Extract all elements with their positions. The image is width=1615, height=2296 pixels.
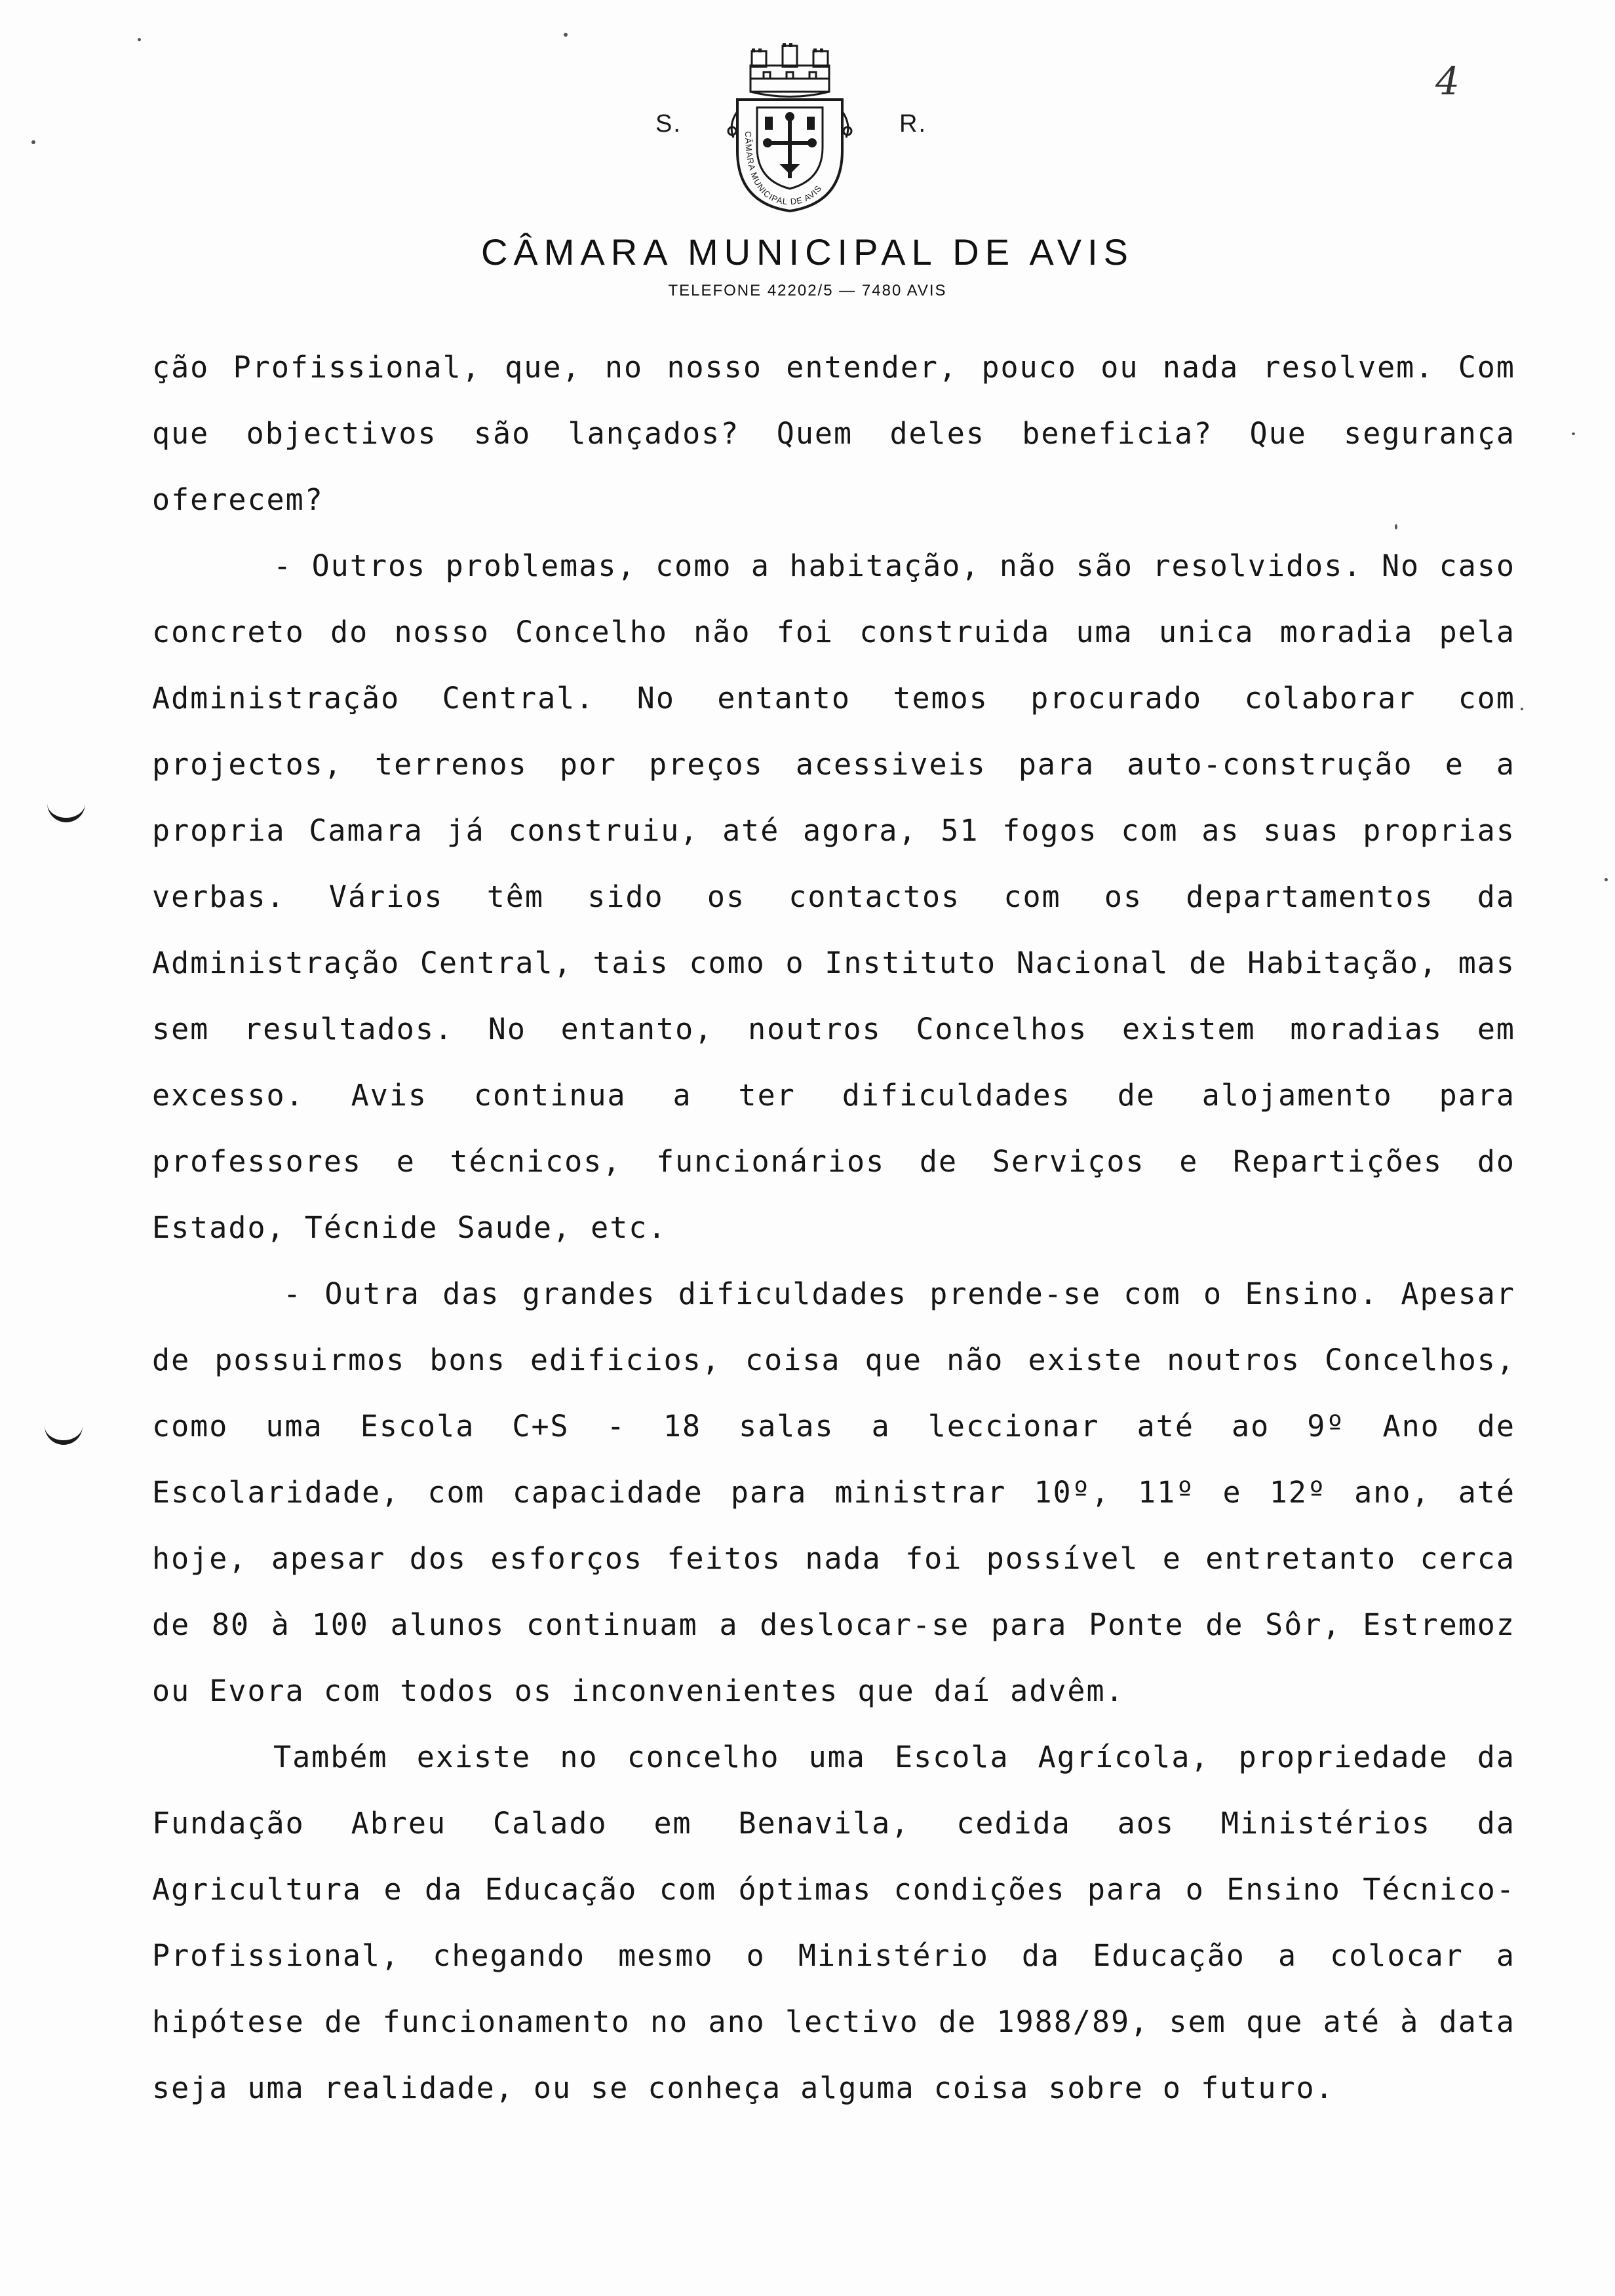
binder-hole-mark-upper (47, 798, 85, 822)
header-letter-left: S. (655, 110, 682, 138)
organization-name: CÂMARA MUNICIPAL DE AVIS (480, 231, 1135, 273)
scan-speck (1521, 708, 1523, 710)
crest-legend: CÂMARA MUNICIPAL DE AVIS (743, 131, 824, 207)
page-number: 4 (1435, 59, 1460, 104)
scan-speck (138, 38, 141, 41)
paragraph-1: ção Profissional, que, no nosso entender, pouco ou nada resolvem. Com que objectivos são lançados? Quem deles beneficia? Que segurança oferecem? (152, 350, 1515, 517)
organization-contact: TELEFONE 42202/5 — 7480 AVIS (668, 282, 947, 299)
paragraph-3: - Outra das grandes dificuldades prende-se com o Ensino. Apesar de possuirmos bons edificios, coisa que não existe noutros Concelhos, como uma Escola C+S - 18 salas a leccionar até ao 9º Ano de Escolaridade, com capacidade para ministrar 10º, 11º e 12º ano, até hoje, apesar dos esforços feitos nada foi possível e entretanto cerca de 80 à 100 alunos continuam a deslocar-se para Ponte de Sôr, Estremoz ou Evora com todos os inconvenientes que daí advêm. (152, 1276, 1515, 1708)
scan-speck (1605, 878, 1608, 881)
scan-speck (564, 33, 568, 37)
scan-speck (31, 140, 35, 144)
paragraph-4: Também existe no concelho uma Escola Agrícola, propriedade da Fundação Abreu Calado em Benavila, cedida aos Ministérios da Agricultura e da Educação com óptimas condições para o Ensino Técnico-Profissional, chegando mesmo o Ministério da Educação a colocar a hipótese de funcionamento no ano lectivo de 1988/89, sem que até à data seja uma realidade, ou se conheça alguma coisa sobre o futuro. (152, 1740, 1515, 2105)
letter-body (152, 334, 1515, 2121)
binder-hole-mark-lower (45, 1421, 83, 1445)
header-letter-right: R. (899, 110, 927, 138)
scan-speck (1395, 524, 1397, 529)
scan-speck (1572, 432, 1575, 435)
paragraph-2: - Outros problemas, como a habitação, não são resolvidos. No caso concreto do nosso Concelho não foi construida uma unica moradia pela Administração Central. No entanto temos procurado colaborar com projectos, terrenos por preços acessiveis para auto-construção e a propria Camara já construiu, até agora, 51 fogos com as suas proprias verbas. Vários têm sido os contactos com os departamentos da Administração Central, tais como o Instituto Nacional de Habitação, mas sem resultados. No entanto, noutros Concelhos existem moradias em excesso. Avis continua a ter dificuldades de alojamento para professores e técnicos, funcionários de Serviços e Repartições do Estado, Técnide Saude, etc. (152, 548, 1515, 1245)
municipal-crest-icon (724, 39, 855, 216)
